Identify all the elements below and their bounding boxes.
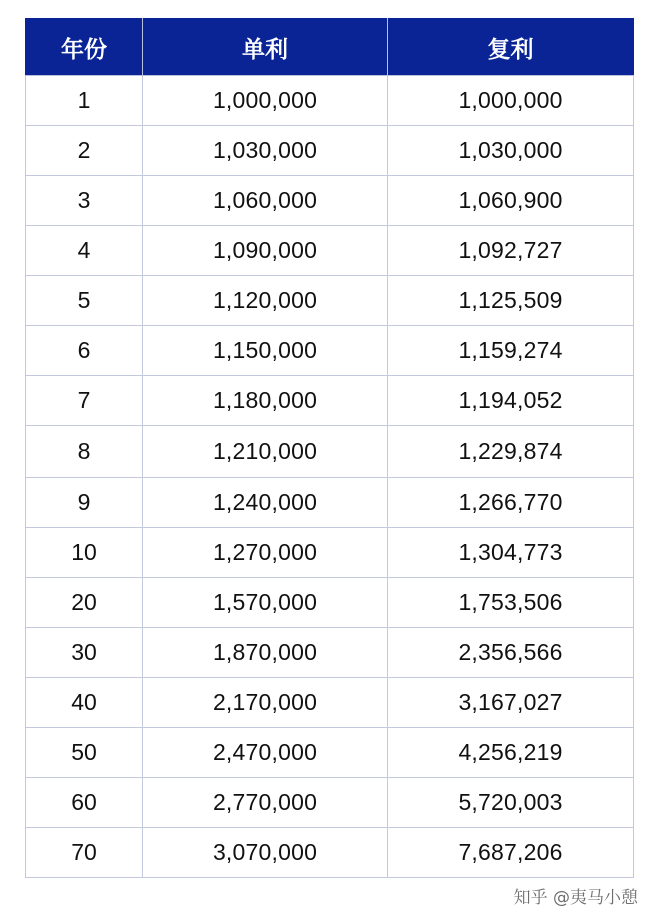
compound-interest-cell: 1,753,506	[388, 578, 634, 628]
year-cell: 2	[26, 126, 143, 176]
simple-interest-cell: 3,070,000	[143, 828, 388, 878]
table-row	[26, 728, 634, 778]
year-cell: 5	[26, 276, 143, 326]
header-compound-interest: 复利	[388, 19, 634, 76]
simple-interest-cell: 1,150,000	[143, 326, 388, 376]
compound-interest-cell: 3,167,027	[388, 678, 634, 728]
year-cell: 50	[26, 728, 143, 778]
interest-comparison-table	[25, 18, 634, 878]
simple-interest-cell: 2,170,000	[143, 678, 388, 728]
simple-interest-cell: 1,180,000	[143, 376, 388, 426]
table-row	[26, 478, 634, 528]
simple-interest-cell: 1,240,000	[143, 478, 388, 528]
compound-interest-cell: 2,356,566	[388, 628, 634, 678]
simple-interest-cell: 2,770,000	[143, 778, 388, 828]
table-row	[26, 326, 634, 376]
compound-interest-cell: 1,159,274	[388, 326, 634, 376]
header-year: 年份	[26, 19, 143, 76]
table-row	[26, 376, 634, 426]
table-header-row	[26, 19, 634, 76]
year-cell: 30	[26, 628, 143, 678]
table-row	[26, 76, 634, 126]
table-row	[26, 176, 634, 226]
table-row	[26, 276, 634, 326]
compound-interest-cell: 1,030,000	[388, 126, 634, 176]
simple-interest-cell: 2,470,000	[143, 728, 388, 778]
year-cell: 40	[26, 678, 143, 728]
simple-interest-cell: 1,060,000	[143, 176, 388, 226]
simple-interest-cell: 1,030,000	[143, 126, 388, 176]
simple-interest-cell: 1,000,000	[143, 76, 388, 126]
interest-table-container	[25, 18, 633, 878]
year-cell: 9	[26, 478, 143, 528]
simple-interest-cell: 1,270,000	[143, 528, 388, 578]
compound-interest-cell: 7,687,206	[388, 828, 634, 878]
compound-interest-cell: 4,256,219	[388, 728, 634, 778]
year-cell: 7	[26, 376, 143, 426]
table-row	[26, 528, 634, 578]
watermark-text: 知乎 @夷马小憩	[513, 888, 638, 908]
table-row	[26, 426, 634, 478]
year-cell: 4	[26, 226, 143, 276]
simple-interest-cell: 1,120,000	[143, 276, 388, 326]
compound-interest-cell: 1,266,770	[388, 478, 634, 528]
compound-interest-cell: 1,304,773	[388, 528, 634, 578]
simple-interest-cell: 1,570,000	[143, 578, 388, 628]
compound-interest-cell: 5,720,003	[388, 778, 634, 828]
year-cell: 20	[26, 578, 143, 628]
simple-interest-cell: 1,210,000	[143, 426, 388, 478]
table-row	[26, 778, 634, 828]
year-cell: 1	[26, 76, 143, 126]
year-cell: 60	[26, 778, 143, 828]
compound-interest-cell: 1,060,900	[388, 176, 634, 226]
table-row	[26, 828, 634, 878]
header-simple-interest: 单利	[143, 19, 388, 76]
year-cell: 8	[26, 426, 143, 478]
simple-interest-cell: 1,870,000	[143, 628, 388, 678]
compound-interest-cell: 1,229,874	[388, 426, 634, 478]
table-row	[26, 226, 634, 276]
compound-interest-cell: 1,194,052	[388, 376, 634, 426]
year-cell: 3	[26, 176, 143, 226]
simple-interest-cell: 1,090,000	[143, 226, 388, 276]
year-cell: 10	[26, 528, 143, 578]
compound-interest-cell: 1,000,000	[388, 76, 634, 126]
table-row	[26, 126, 634, 176]
table-row	[26, 628, 634, 678]
table-row	[26, 678, 634, 728]
compound-interest-cell: 1,092,727	[388, 226, 634, 276]
year-cell: 70	[26, 828, 143, 878]
compound-interest-cell: 1,125,509	[388, 276, 634, 326]
table-row	[26, 578, 634, 628]
year-cell: 6	[26, 326, 143, 376]
